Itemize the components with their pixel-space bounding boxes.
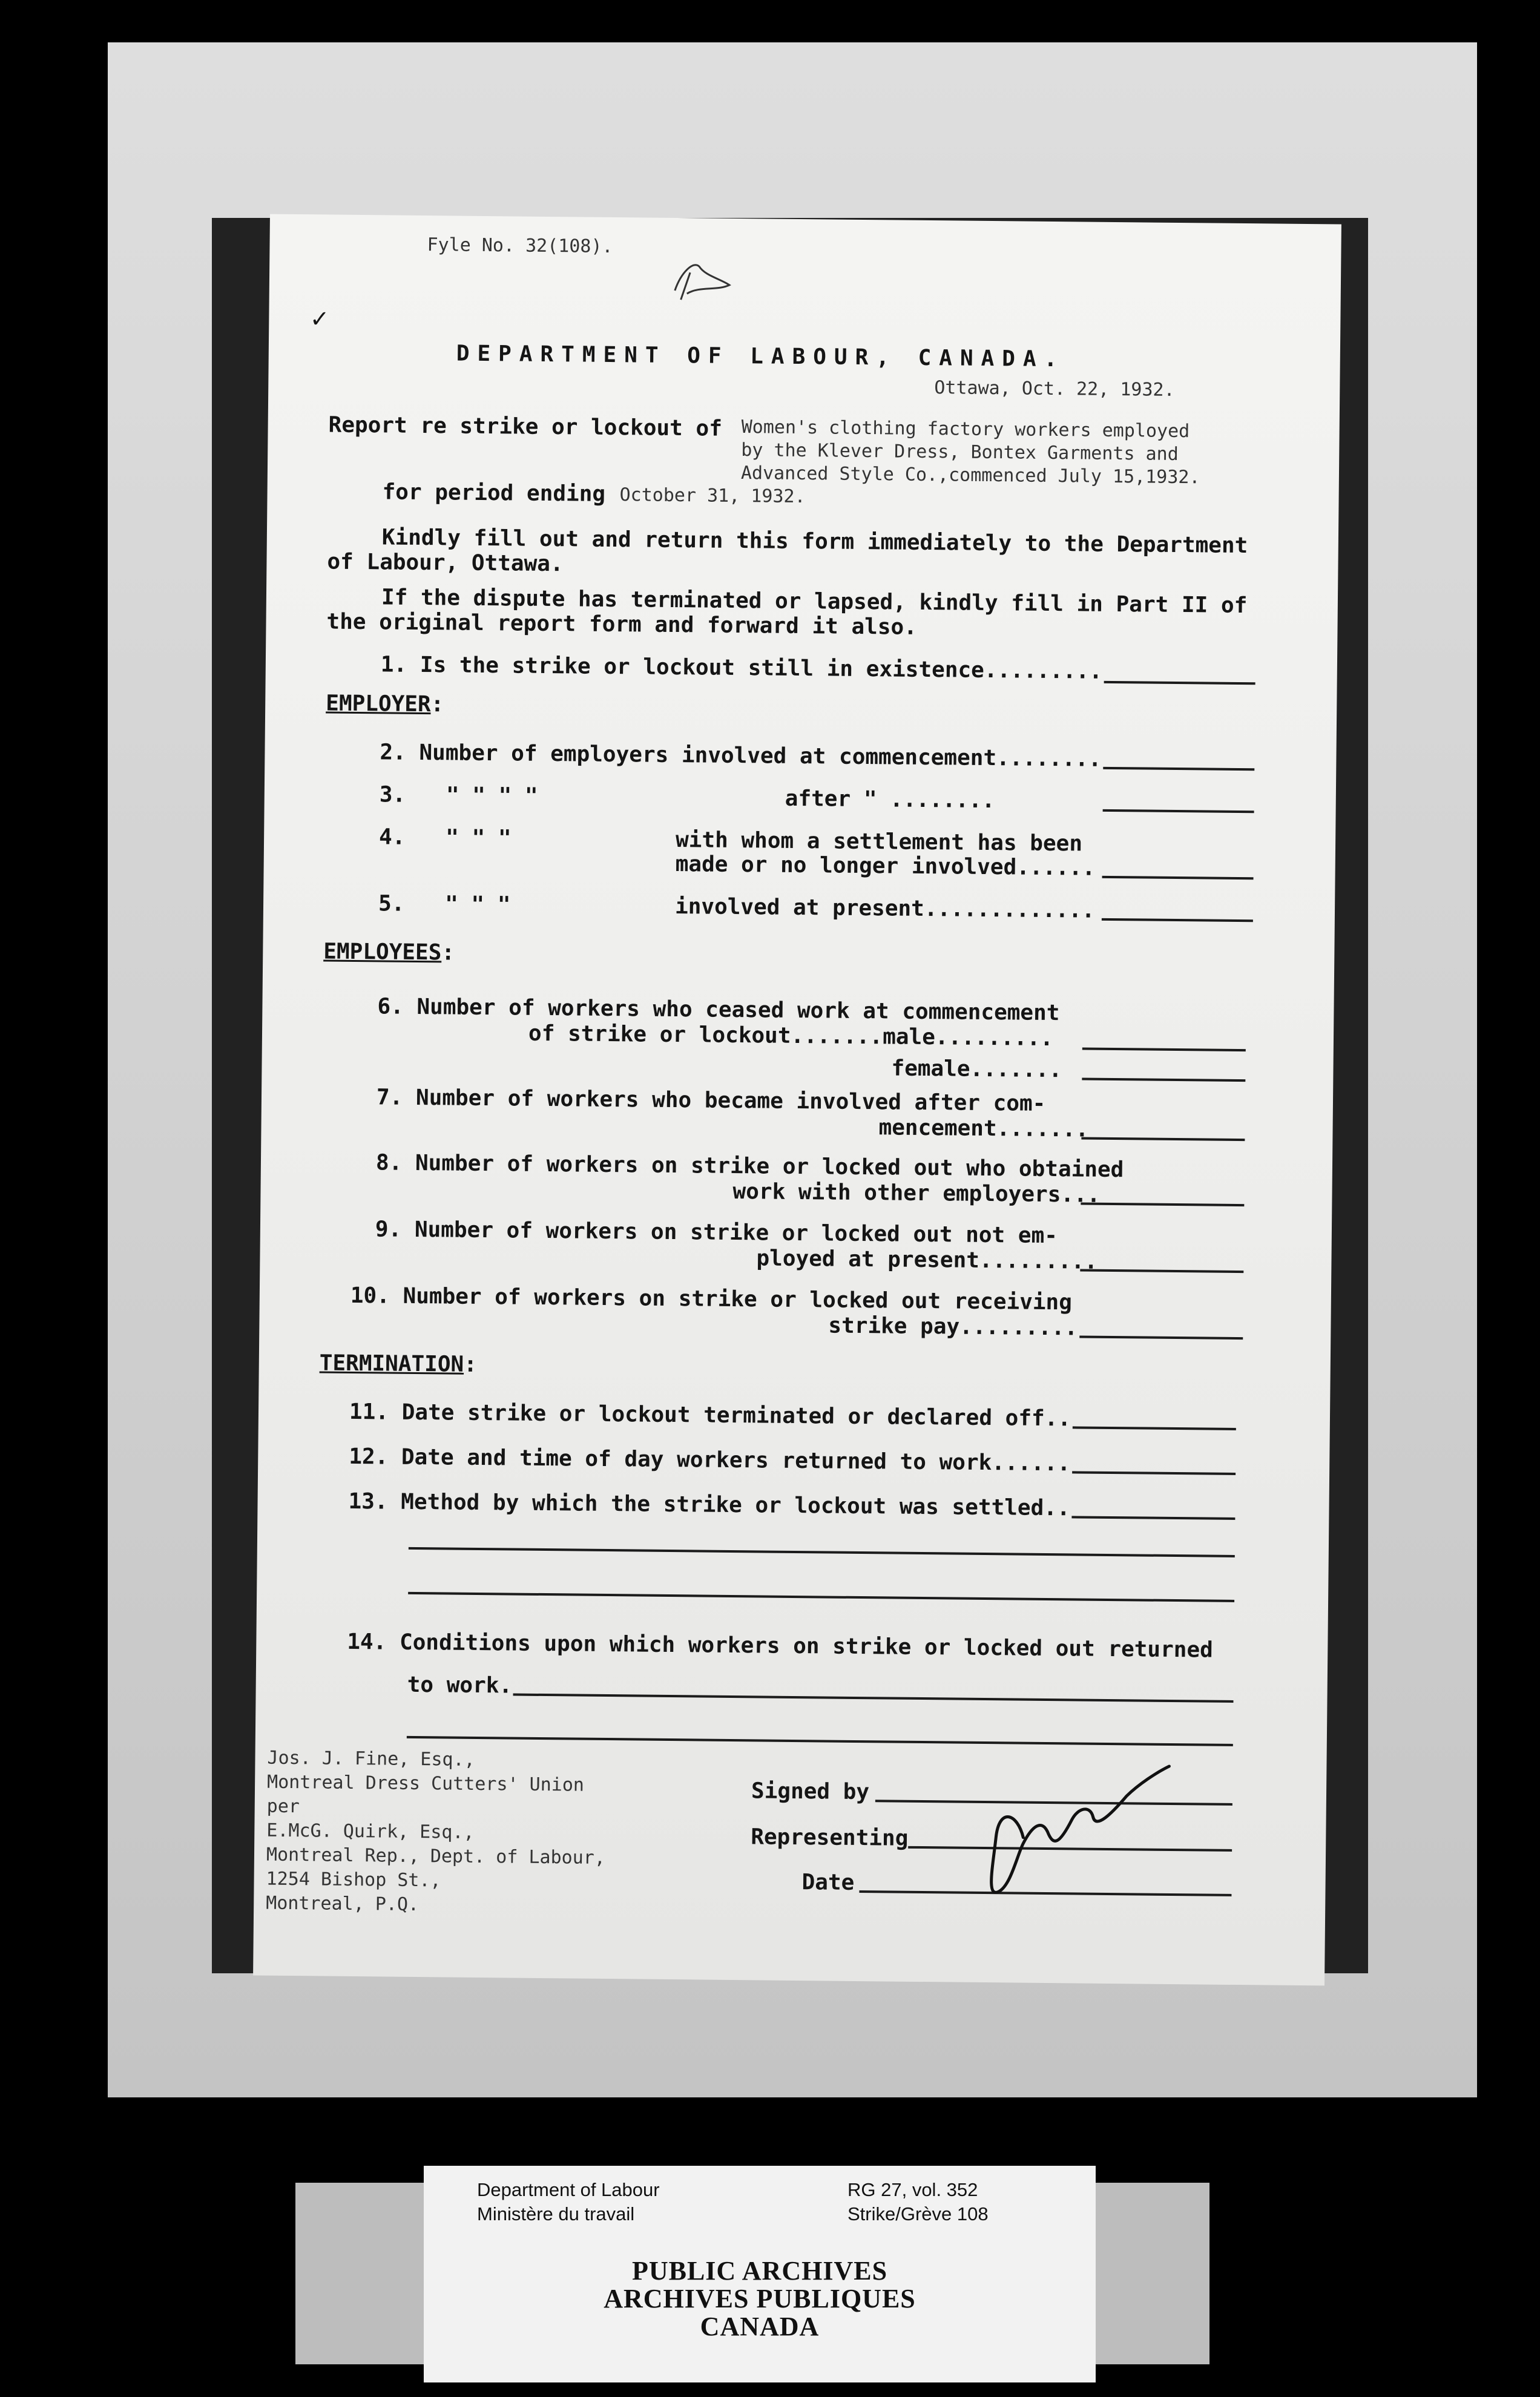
question-3-ditto: " " " " <box>446 783 538 809</box>
report-subject-line-3: Advanced Style Co.,commenced July 15,1932. <box>740 462 1200 488</box>
stamp-line-2: ARCHIVES PUBLIQUES <box>604 2284 916 2313</box>
page-title: DEPARTMENT OF LABOUR, CANADA. <box>456 341 1065 372</box>
file-number: Fyle No. 32(108). <box>427 234 613 258</box>
answer-line-9 <box>1080 1269 1243 1273</box>
answer-line-13 <box>1071 1516 1235 1520</box>
addressee-line-4: E.McG. Quirk, Esq., <box>266 1820 475 1843</box>
answer-line-7 <box>1081 1137 1245 1142</box>
report-label: Report re strike or lockout of <box>328 412 723 441</box>
answer-line-14 <box>513 1694 1234 1703</box>
answer-line-4 <box>1102 876 1254 880</box>
question-2: 2. Number of employers involved at commencement........ <box>380 740 1102 772</box>
answer-line-11 <box>1073 1426 1236 1430</box>
question-3: after " ........ <box>785 786 995 814</box>
representing-label: Representing <box>751 1824 909 1851</box>
question-4-ditto: " " " <box>445 825 512 851</box>
report-subject-line-1: Women's clothing factory workers employed <box>741 416 1190 442</box>
question-1: 1. Is the strike or lockout still in existence......... <box>380 652 1103 684</box>
date-label: Date <box>801 1870 855 1895</box>
period-label: for period ending <box>382 479 606 507</box>
pencil-mark <box>663 248 742 303</box>
question-4-number: 4. <box>378 824 406 850</box>
label-record-group: RG 27, vol. 352 <box>847 2179 978 2200</box>
employees-heading: EMPLOYEES: <box>323 939 455 965</box>
question-10-line-2: strike pay......... <box>828 1313 1078 1341</box>
question-7-line-1: 7. Number of workers who became involved after com- <box>376 1085 1046 1116</box>
place-date: Ottawa, Oct. 22, 1932. <box>934 377 1175 401</box>
label-department-en: Department of Labour <box>477 2179 660 2200</box>
question-5-ditto: " " " <box>444 892 511 918</box>
question-12: 12. Date and time of day workers returned to work...... <box>349 1444 1071 1476</box>
instruction-2-line-2: the original report form and forward it also. <box>326 609 918 640</box>
handwritten-signature <box>974 1746 1175 1905</box>
termination-heading: TERMINATION: <box>319 1350 478 1377</box>
question-3-number: 3. <box>379 782 406 807</box>
question-9-line-1: 9. Number of workers on strike or locked out not em- <box>375 1217 1058 1249</box>
addressee-line-1: Jos. J. Fine, Esq., <box>267 1747 475 1771</box>
signed-by-label: Signed by <box>751 1778 870 1805</box>
answer-line-14b <box>407 1736 1233 1746</box>
addressee-line-5: Montreal Rep., Dept. of Labour, <box>266 1844 606 1869</box>
question-9-line-2: ployed at present......... <box>756 1246 1098 1274</box>
answer-line-12 <box>1072 1471 1236 1475</box>
question-8-line-1: 8. Number of workers on strike or locked out who obtained <box>375 1150 1124 1183</box>
question-13: 13. Method by which the strike or lockout was settled.. <box>348 1488 1070 1521</box>
question-7-line-2: mencement....... <box>878 1115 1089 1142</box>
report-subject-line-2: by the Klever Dress, Bontex Garments and <box>741 439 1179 465</box>
question-6-line-2: of strike or lockout.......male......... <box>528 1021 1054 1051</box>
question-10-line-1: 10. Number of workers on strike or locked out receiving <box>350 1283 1073 1315</box>
addressee-line-6: 1254 Bishop St., <box>266 1868 441 1892</box>
question-6-line-1: 6. Number of workers who ceased work at commencement <box>377 994 1060 1026</box>
question-11: 11. Date strike or lockout terminated or declared off.. <box>349 1399 1071 1432</box>
addressee-line-7: Montreal, P.Q. <box>266 1892 420 1916</box>
question-5: involved at present............. <box>674 894 1095 923</box>
stamp-line-1: PUBLIC ARCHIVES <box>631 2256 888 2286</box>
answer-line-8 <box>1081 1203 1244 1207</box>
answer-line-10 <box>1079 1335 1243 1340</box>
question-14-line-2: to work. <box>407 1672 513 1698</box>
question-8-line-2: work with other employers... <box>732 1179 1101 1208</box>
answer-line-6-male <box>1082 1048 1246 1052</box>
strike-report-form <box>253 214 1341 1986</box>
answer-line-13c <box>408 1592 1234 1602</box>
question-4-line-2: made or no longer involved...... <box>675 852 1096 881</box>
answer-line-2 <box>1103 767 1254 771</box>
addressee-line-2: Montreal Dress Cutters' Union <box>266 1771 585 1796</box>
answer-line-1 <box>1104 681 1255 685</box>
question-5-number: 5. <box>378 891 405 916</box>
instruction-1-line-1: Kindly fill out and return this form immediately to the Department <box>381 525 1248 559</box>
period-value: October 31, 1932. <box>619 484 806 508</box>
employer-heading: EMPLOYER: <box>326 691 444 717</box>
answer-line-3 <box>1103 809 1254 813</box>
question-4-line-1: with whom a settlement has been <box>675 827 1083 857</box>
archive-label <box>424 2166 1096 2382</box>
answer-line-5 <box>1102 918 1253 922</box>
answer-line-6-female <box>1082 1078 1245 1082</box>
answer-line-13b <box>409 1547 1235 1557</box>
question-6-female: female....... <box>891 1056 1062 1083</box>
corner-mark: ✓ <box>311 303 328 334</box>
stamp-line-3: CANADA <box>700 2312 820 2341</box>
instruction-2-line-1: If the dispute has terminated or lapsed, kindly fill in Part II of <box>381 585 1248 619</box>
label-department-fr: Ministère du travail <box>477 2203 635 2224</box>
question-14-line-1: 14. Conditions upon which workers on strike or locked out returned <box>347 1629 1213 1663</box>
instruction-1-line-2: of Labour, Ottawa. <box>327 549 564 577</box>
addressee-line-3: per <box>266 1795 300 1818</box>
label-strike-number: Strike/Grève 108 <box>847 2203 989 2224</box>
